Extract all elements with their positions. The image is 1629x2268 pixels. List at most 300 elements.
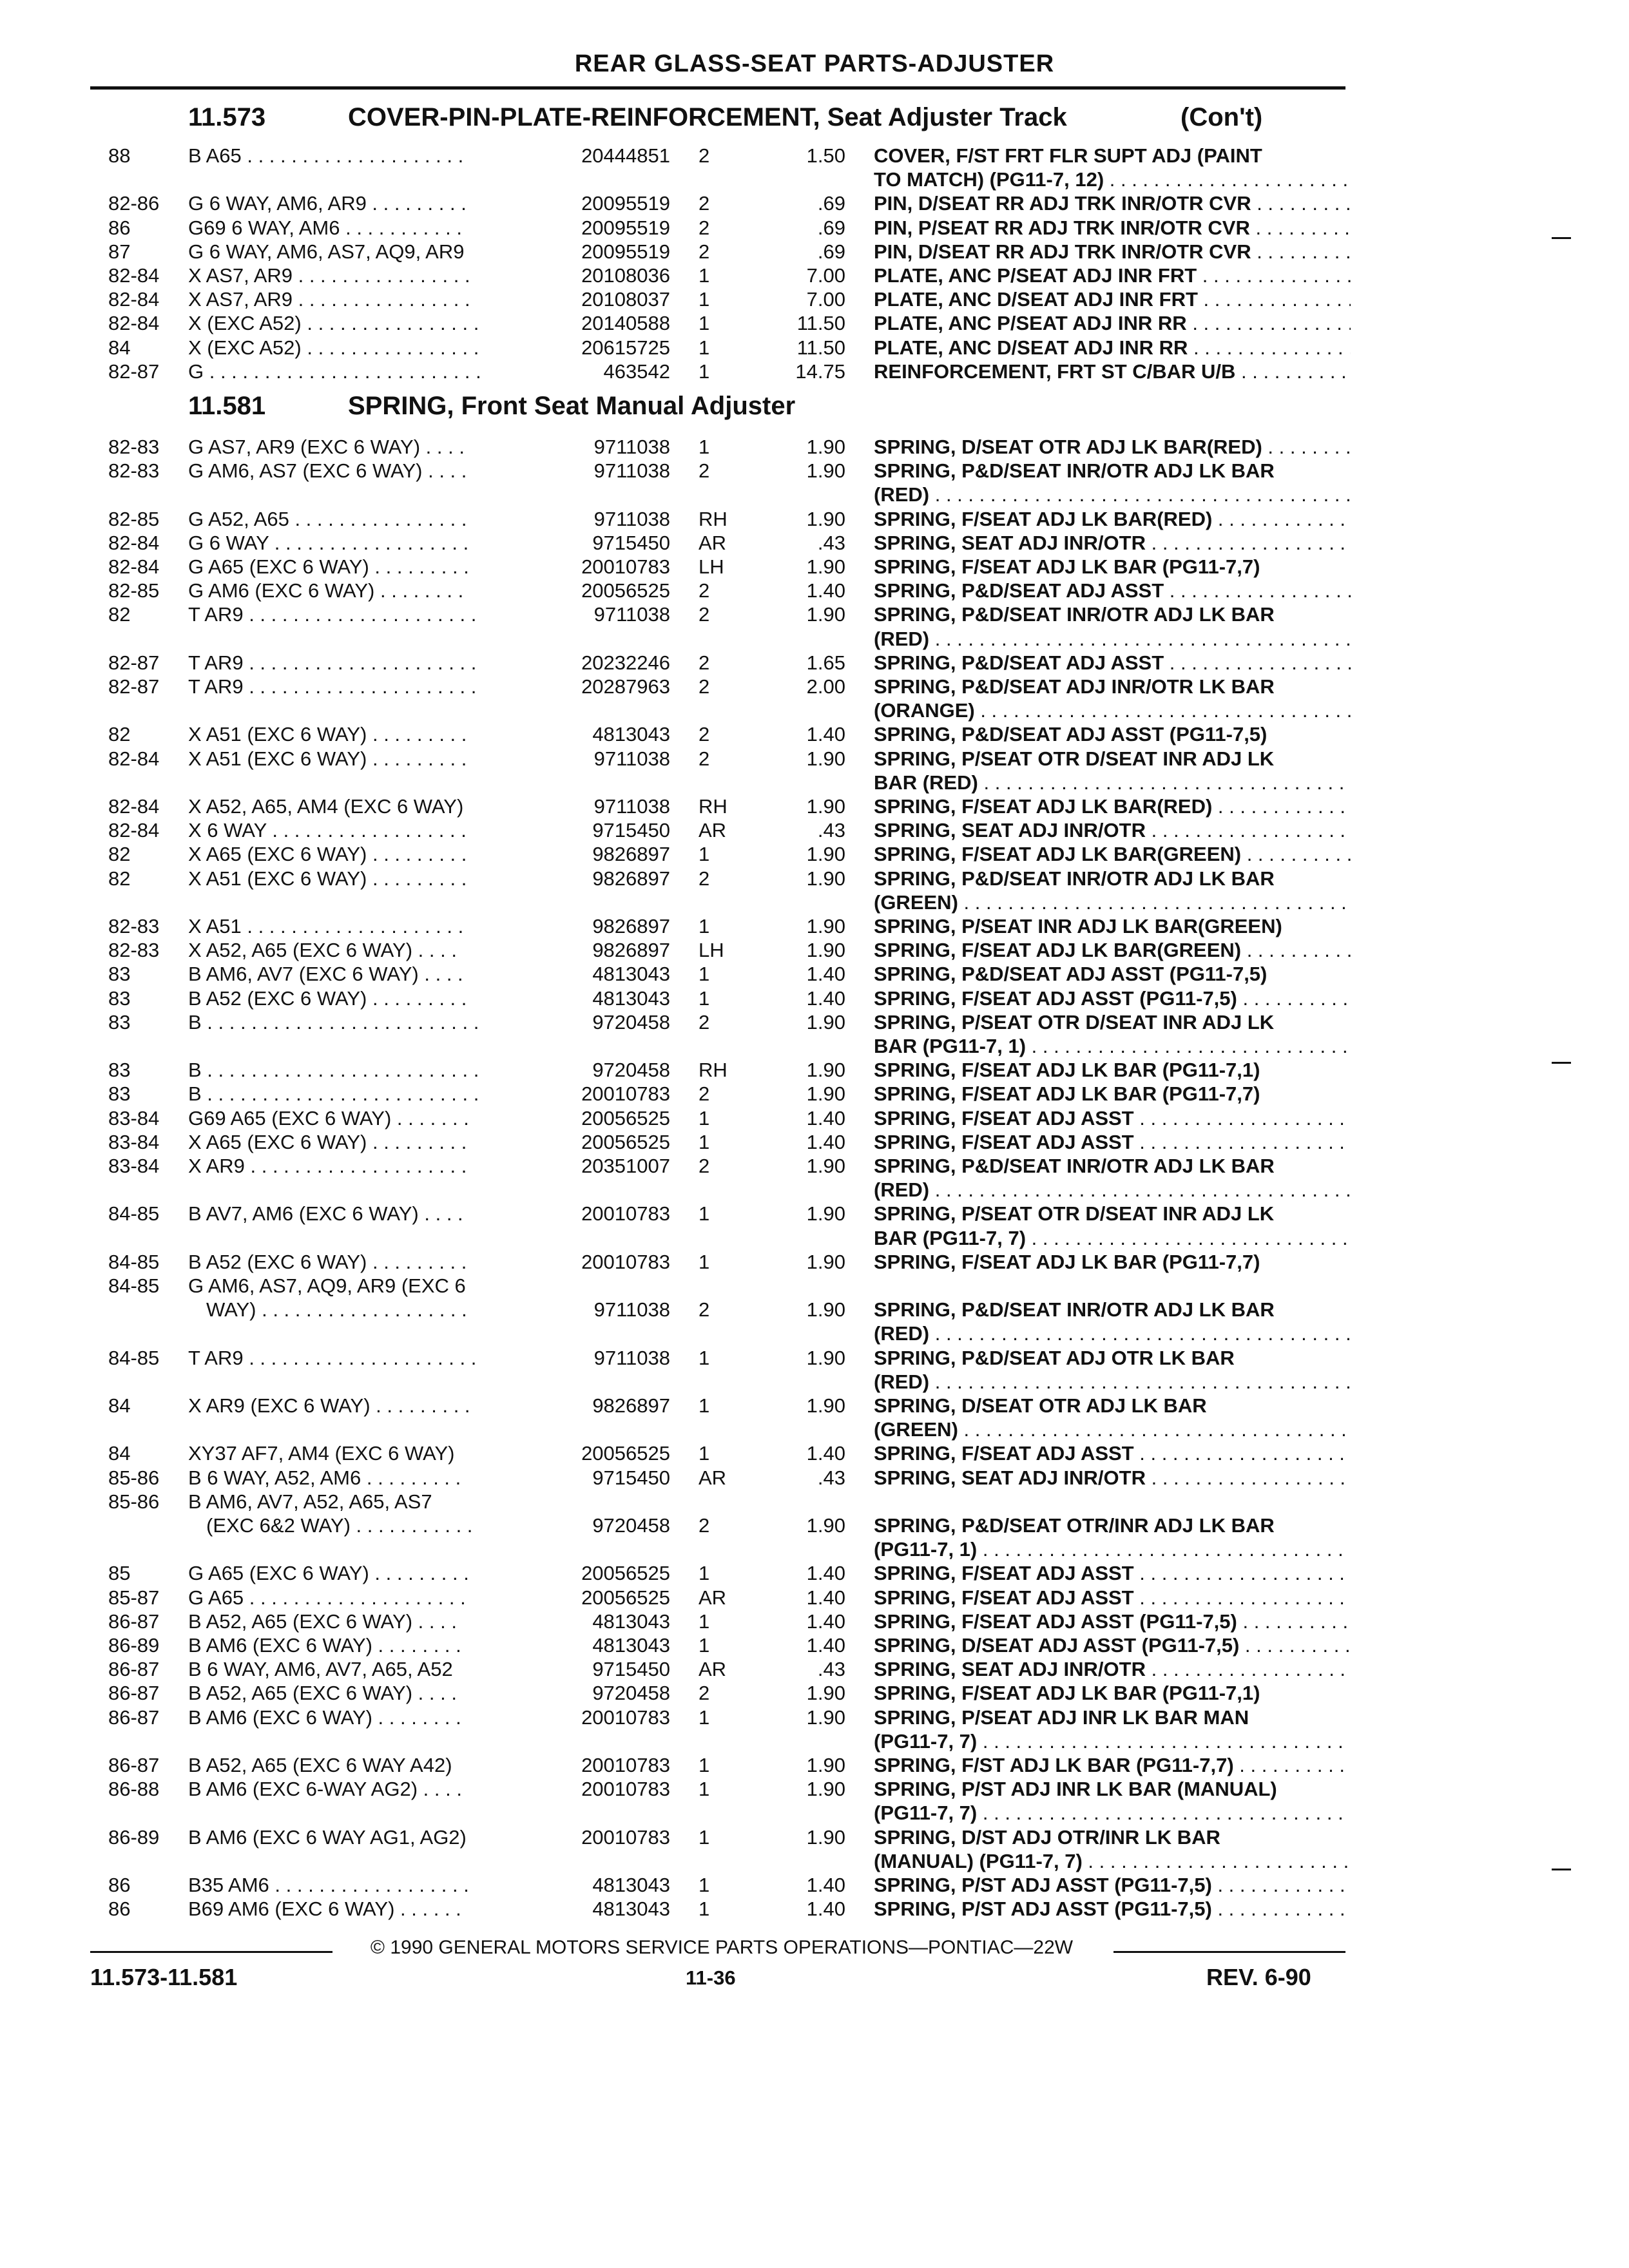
table-row xyxy=(0,963,1629,986)
quantity: AR xyxy=(699,1466,727,1489)
part-number: 9711038 xyxy=(593,508,670,530)
table-row xyxy=(0,1682,1629,1705)
year-range: 85-86 xyxy=(108,1490,160,1513)
description: SPRING, SEAT ADJ INR/OTR . . . xyxy=(874,819,1351,842)
quantity: 2 xyxy=(699,144,710,167)
table-row xyxy=(0,360,1629,383)
table-row xyxy=(0,144,1629,168)
table-row xyxy=(0,1562,1629,1585)
description: SPRING, F/SEAT ADJ LK BAR (PG11-7,1) xyxy=(874,1682,1260,1704)
year-range: 82-83 xyxy=(108,436,160,458)
table-row xyxy=(0,192,1629,215)
table-row xyxy=(0,436,1629,459)
application: G 6 WAY . . . . . . . . . . . . . . . . . . xyxy=(188,532,469,554)
price: 1.90 xyxy=(806,1778,845,1800)
quantity: 2 xyxy=(699,459,710,482)
part-number: 9826897 xyxy=(592,939,670,961)
table-row xyxy=(0,1706,1629,1729)
price: 1.90 xyxy=(806,1754,845,1776)
table-row xyxy=(0,1610,1629,1633)
description: SPRING, F/SEAT ADJ LK BAR(RED) . . . xyxy=(874,508,1351,531)
application: B . . . . . . . . . . . . . . . . . . . . . . . . . xyxy=(188,1011,479,1033)
part-number: 20095519 xyxy=(581,240,670,263)
quantity: 1 xyxy=(699,1634,710,1657)
table-row xyxy=(0,1011,1629,1034)
part-number: 9711038 xyxy=(593,795,670,818)
table-row xyxy=(0,1227,1629,1250)
table-row xyxy=(0,628,1629,651)
quantity: 1 xyxy=(699,1706,710,1729)
description: SPRING, P&D/SEAT ADJ ASST . . . xyxy=(874,579,1351,602)
application: X A51 (EXC 6 WAY) . . . . . . . . . xyxy=(188,723,467,745)
application: G . . . . . . . . . . . . . . . . . . . . . . . . . xyxy=(188,360,481,383)
description: SPRING, P&D/SEAT ADJ INR/OTR LK BAR xyxy=(874,675,1275,698)
application: X AR9 (EXC 6 WAY) . . . . . . . . . xyxy=(188,1394,470,1417)
application: B AM6 (EXC 6-WAY AG2) . . . . xyxy=(188,1778,462,1800)
description: PLATE, ANC D/SEAT ADJ INR RR . . . xyxy=(874,336,1351,360)
description: (RED) . . . xyxy=(874,483,1351,506)
quantity: AR xyxy=(699,1586,727,1609)
table-row xyxy=(0,1059,1629,1082)
part-number: 20056525 xyxy=(581,1131,670,1153)
year-range: 85-86 xyxy=(108,1466,160,1489)
part-number: 9715450 xyxy=(592,532,670,554)
quantity: 1 xyxy=(699,436,710,458)
title-rule xyxy=(90,86,1345,90)
price: 1.90 xyxy=(806,1155,845,1177)
description: SPRING, F/SEAT ADJ LK BAR(GREEN) . . . xyxy=(874,843,1351,866)
year-range: 84 xyxy=(108,1442,131,1465)
year-range: 88 xyxy=(108,144,131,167)
price: 1.90 xyxy=(806,508,845,530)
footer-revision: REV. 6-90 xyxy=(1206,1964,1311,1990)
part-number: 9711038 xyxy=(593,603,670,626)
quantity: 2 xyxy=(699,1298,710,1321)
year-range: 86 xyxy=(108,216,131,239)
quantity: 1 xyxy=(699,987,710,1010)
section-title: COVER-PIN-PLATE-REINFORCEMENT, Seat Adjuster Track xyxy=(348,103,1067,131)
description: SPRING, P/ST ADJ ASST (PG11-7,5) . . . xyxy=(874,1874,1351,1897)
quantity: 1 xyxy=(699,1826,710,1849)
table-row xyxy=(0,555,1629,579)
description: SPRING, F/SEAT ADJ LK BAR (PG11-7,1) xyxy=(874,1059,1260,1081)
quantity: 2 xyxy=(699,1082,710,1105)
description: (RED) . . . xyxy=(874,1370,1351,1394)
table-row xyxy=(0,1347,1629,1370)
price: 1.90 xyxy=(806,1059,845,1081)
quantity: 1 xyxy=(699,1202,710,1225)
quantity: 1 xyxy=(699,1778,710,1800)
description: SPRING, D/SEAT OTR ADJ LK BAR(RED) . . . xyxy=(874,436,1351,459)
year-range: 84-85 xyxy=(108,1274,160,1297)
part-number: 20108037 xyxy=(581,288,670,311)
table-row xyxy=(0,312,1629,335)
part-number: 9826897 xyxy=(592,1394,670,1417)
table-row xyxy=(0,1251,1629,1274)
table-row xyxy=(0,264,1629,287)
description: SPRING, P/ST ADJ INR LK BAR (MANUAL) xyxy=(874,1778,1277,1800)
description: SPRING, P/ST ADJ ASST (PG11-7,5) . . . xyxy=(874,1898,1351,1921)
table-row xyxy=(0,579,1629,602)
quantity: 1 xyxy=(699,1874,710,1896)
description: SPRING, P&D/SEAT INR/OTR ADJ LK BAR xyxy=(874,603,1275,626)
application: B A52 (EXC 6 WAY) . . . . . . . . . xyxy=(188,987,467,1010)
footer-section-range: 11.573-11.581 xyxy=(90,1964,238,1990)
footer-copyright: © 1990 GENERAL MOTORS SERVICE PARTS OPERATIONS—PONTIAC—22W xyxy=(370,1937,1074,1958)
table-row xyxy=(0,1778,1629,1801)
description: BAR (PG11-7, 1) . . . xyxy=(874,1035,1351,1058)
application: X (EXC A52) . . . . . . . . . . . . . . . . xyxy=(188,312,479,334)
year-range: 83-84 xyxy=(108,1155,160,1177)
part-number: 20444851 xyxy=(581,144,670,167)
application: G69 A65 (EXC 6 WAY) . . . . . . . xyxy=(188,1107,469,1129)
description: SPRING, SEAT ADJ INR/OTR . . . xyxy=(874,1658,1351,1681)
year-range: 84 xyxy=(108,1394,131,1417)
quantity: 1 xyxy=(699,360,710,383)
application: B AV7, AM6 (EXC 6 WAY) . . . . xyxy=(188,1202,463,1225)
margin-mark xyxy=(1552,1869,1571,1870)
description: SPRING, F/SEAT ADJ LK BAR (PG11-7,7) xyxy=(874,1082,1260,1105)
quantity: 2 xyxy=(699,1682,710,1704)
price: 1.40 xyxy=(806,1131,845,1153)
description: PLATE, ANC D/SEAT ADJ INR FRT . . . xyxy=(874,288,1351,311)
section-continued: (Con't) xyxy=(1181,103,1263,131)
quantity: 2 xyxy=(699,651,710,674)
quantity: RH xyxy=(699,508,728,530)
table-row xyxy=(0,1586,1629,1610)
margin-mark xyxy=(1552,1062,1571,1064)
price: .69 xyxy=(817,216,845,239)
quantity: LH xyxy=(699,939,724,961)
part-number: 20056525 xyxy=(581,579,670,602)
quantity: AR xyxy=(699,1658,727,1680)
price: 1.90 xyxy=(806,1011,845,1033)
price: .43 xyxy=(817,532,845,554)
application: X 6 WAY . . . . . . . . . . . . . . . . . . xyxy=(188,819,467,841)
part-number: 20056525 xyxy=(581,1107,670,1129)
application: B A52, A65 (EXC 6 WAY) . . . . xyxy=(188,1682,457,1704)
quantity: 1 xyxy=(699,1610,710,1633)
part-number: 20287963 xyxy=(581,675,670,698)
year-range: 86 xyxy=(108,1874,131,1896)
price: 1.40 xyxy=(806,1874,845,1896)
description: SPRING, P&D/SEAT INR/OTR ADJ LK BAR xyxy=(874,867,1275,890)
application: B 6 WAY, A52, AM6 . . . . . . . . . xyxy=(188,1466,461,1489)
description: SPRING, F/SEAT ADJ ASST . . . xyxy=(874,1107,1351,1130)
description: PLATE, ANC P/SEAT ADJ INR RR . . . xyxy=(874,312,1351,335)
table-row xyxy=(0,1442,1629,1465)
table-row xyxy=(0,1490,1629,1514)
application: G 6 WAY, AM6, AR9 . . . . . . . . . xyxy=(188,192,467,215)
table-row xyxy=(0,843,1629,866)
description: SPRING, F/SEAT ADJ LK BAR (PG11-7,7) xyxy=(874,555,1260,578)
part-number: 9720458 xyxy=(592,1514,670,1537)
quantity: 2 xyxy=(699,1011,710,1033)
table-row xyxy=(0,651,1629,675)
price: 1.40 xyxy=(806,1898,845,1920)
part-number: 20010783 xyxy=(581,1202,670,1225)
table-row xyxy=(0,1466,1629,1490)
part-number: 9711038 xyxy=(593,436,670,458)
part-number: 20010783 xyxy=(581,1826,670,1849)
price: 1.90 xyxy=(806,915,845,937)
year-range: 86-87 xyxy=(108,1682,160,1704)
year-range: 85 xyxy=(108,1562,131,1584)
table-row xyxy=(0,1131,1629,1154)
table-row xyxy=(0,1394,1629,1418)
year-range: 82 xyxy=(108,867,131,890)
description: SPRING, P/SEAT INR ADJ LK BAR(GREEN) xyxy=(874,915,1282,937)
quantity: 1 xyxy=(699,312,710,334)
price: 1.90 xyxy=(806,1298,845,1321)
price: 1.90 xyxy=(806,1202,845,1225)
part-number: 9711038 xyxy=(593,459,670,482)
quantity: 2 xyxy=(699,192,710,215)
description: SPRING, F/SEAT ADJ ASST (PG11-7,5) . . . xyxy=(874,1610,1351,1633)
price: 1.40 xyxy=(806,579,845,602)
footer-rule-left xyxy=(90,1951,333,1953)
year-range: 85-87 xyxy=(108,1586,160,1609)
part-number: 9711038 xyxy=(593,747,670,770)
part-number: 20615725 xyxy=(581,336,670,359)
application: G A65 (EXC 6 WAY) . . . . . . . . . xyxy=(188,1562,469,1584)
table-row xyxy=(0,1178,1629,1202)
application: T AR9 . . . . . . . . . . . . . . . . . . . . . xyxy=(188,675,477,698)
description: BAR (PG11-7, 7) . . . xyxy=(874,1227,1351,1250)
application: XY37 AF7, AM4 (EXC 6 WAY) xyxy=(188,1442,455,1465)
description: REINFORCEMENT, FRT ST C/BAR U/B . . . xyxy=(874,360,1351,383)
table-row xyxy=(0,336,1629,360)
year-range: 83 xyxy=(108,1059,131,1081)
part-number: 4813043 xyxy=(592,987,670,1010)
part-number: 9711038 xyxy=(593,1347,670,1369)
quantity: LH xyxy=(699,555,724,578)
price: 1.40 xyxy=(806,987,845,1010)
description: SPRING, F/SEAT ADJ ASST . . . xyxy=(874,1442,1351,1465)
description: SPRING, F/SEAT ADJ ASST . . . xyxy=(874,1562,1351,1585)
description: (MANUAL) (PG11-7, 7) . . . xyxy=(874,1850,1351,1873)
description: (PG11-7, 7) . . . xyxy=(874,1802,1351,1825)
table-row xyxy=(0,771,1629,794)
description: SPRING, F/SEAT ADJ ASST . . . xyxy=(874,1131,1351,1154)
year-range: 82-86 xyxy=(108,192,160,215)
price: 1.90 xyxy=(806,459,845,482)
price: 1.90 xyxy=(806,1251,845,1273)
description: SPRING, F/SEAT ADJ LK BAR(RED) . . . xyxy=(874,795,1351,818)
table-row xyxy=(0,1826,1629,1849)
price: 1.90 xyxy=(806,747,845,770)
quantity: 2 xyxy=(699,723,710,745)
price: 1.90 xyxy=(806,1706,845,1729)
quantity: 2 xyxy=(699,603,710,626)
part-number: 20010783 xyxy=(581,1082,670,1105)
table-row xyxy=(0,1298,1629,1321)
part-number: 20232246 xyxy=(581,651,670,674)
application: G AM6 (EXC 6 WAY) . . . . . . . . xyxy=(188,579,464,602)
price: .43 xyxy=(817,1466,845,1489)
quantity: 1 xyxy=(699,1107,710,1129)
table-row xyxy=(0,1730,1629,1753)
footer-rule-right xyxy=(1113,1951,1345,1953)
price: 1.40 xyxy=(806,1107,845,1129)
part-number: 20095519 xyxy=(581,192,670,215)
table-row xyxy=(0,1850,1629,1873)
table-row xyxy=(0,1658,1629,1681)
description: SPRING, F/SEAT ADJ ASST (PG11-7,5) . . . xyxy=(874,987,1351,1010)
year-range: 83-84 xyxy=(108,1131,160,1153)
part-number: 4813043 xyxy=(592,1634,670,1657)
application: G A65 . . . . . . . . . . . . . . . . . . . . xyxy=(188,1586,466,1609)
table-row xyxy=(0,987,1629,1010)
part-number: 20095519 xyxy=(581,216,670,239)
description: SPRING, P/SEAT OTR D/SEAT INR ADJ LK xyxy=(874,1202,1275,1225)
price: 1.40 xyxy=(806,1442,845,1465)
application: B . . . . . . . . . . . . . . . . . . . . . . . . . xyxy=(188,1059,479,1081)
table-row xyxy=(0,795,1629,818)
description: SPRING, P/SEAT OTR D/SEAT INR ADJ LK xyxy=(874,1011,1275,1033)
year-range: 84 xyxy=(108,336,131,359)
year-range: 83 xyxy=(108,1082,131,1105)
year-range: 86-87 xyxy=(108,1754,160,1776)
price: 1.40 xyxy=(806,1610,845,1633)
year-range: 82-84 xyxy=(108,747,160,770)
price: 11.50 xyxy=(796,312,845,334)
year-range: 82-84 xyxy=(108,264,160,287)
description: SPRING, P/SEAT OTR D/SEAT INR ADJ LK xyxy=(874,747,1275,770)
application: B A52, A65 (EXC 6 WAY A42) xyxy=(188,1754,452,1776)
application: G69 6 WAY, AM6 . . . . . . . . . . . xyxy=(188,216,462,239)
description: PLATE, ANC P/SEAT ADJ INR FRT . . . xyxy=(874,264,1351,287)
part-number: 20108036 xyxy=(581,264,670,287)
description: SPRING, F/ST ADJ LK BAR (PG11-7,7) . . . xyxy=(874,1754,1351,1777)
quantity: 1 xyxy=(699,1442,710,1465)
application: B AM6, AV7, A52, A65, AS7 xyxy=(188,1490,432,1513)
part-number: 9715450 xyxy=(592,819,670,841)
quantity: 1 xyxy=(699,1562,710,1584)
description: SPRING, P&D/SEAT ADJ ASST . . . xyxy=(874,651,1351,675)
description: SPRING, F/SEAT ADJ LK BAR (PG11-7,7) xyxy=(874,1251,1260,1273)
application: G A52, A65 . . . . . . . . . . . . . . . . xyxy=(188,508,467,530)
table-row xyxy=(0,1874,1629,1897)
year-range: 82 xyxy=(108,843,131,865)
year-range: 86-88 xyxy=(108,1778,160,1800)
price: 1.90 xyxy=(806,555,845,578)
description: SPRING, D/SEAT OTR ADJ LK BAR xyxy=(874,1394,1207,1417)
year-range: 84-85 xyxy=(108,1347,160,1369)
part-number: 4813043 xyxy=(592,963,670,985)
year-range: 82-87 xyxy=(108,360,160,383)
year-range: 82-85 xyxy=(108,508,160,530)
price: .43 xyxy=(817,819,845,841)
table-row xyxy=(0,1274,1629,1298)
part-number: 20010783 xyxy=(581,1754,670,1776)
price: .69 xyxy=(817,192,845,215)
quantity: 2 xyxy=(699,579,710,602)
quantity: AR xyxy=(699,532,727,554)
quantity: AR xyxy=(699,819,727,841)
description: SPRING, P&D/SEAT INR/OTR ADJ LK BAR xyxy=(874,1298,1275,1321)
application: X A51 . . . . . . . . . . . . . . . . . . . . xyxy=(188,915,464,937)
quantity: 1 xyxy=(699,336,710,359)
quantity: 1 xyxy=(699,264,710,287)
description: SPRING, F/SEAT ADJ ASST . . . xyxy=(874,1586,1351,1610)
price: 14.75 xyxy=(795,360,845,383)
description: TO MATCH) (PG11-7, 12) . . . xyxy=(874,168,1351,191)
application: B AM6, AV7 (EXC 6 WAY) . . . . xyxy=(188,963,463,985)
price: 1.90 xyxy=(806,1514,845,1537)
part-number: 4813043 xyxy=(592,1874,670,1896)
part-number: 9715450 xyxy=(592,1658,670,1680)
table-row xyxy=(0,939,1629,962)
quantity: 2 xyxy=(699,675,710,698)
price: 1.90 xyxy=(806,939,845,961)
application: B . . . . . . . . . . . . . . . . . . . . . . . . . xyxy=(188,1082,479,1105)
table-row xyxy=(0,483,1629,506)
table-row xyxy=(0,699,1629,722)
year-range: 86-89 xyxy=(108,1826,160,1849)
page-title: REAR GLASS-SEAT PARTS-ADJUSTER xyxy=(574,50,1055,77)
price: 1.90 xyxy=(806,436,845,458)
description: (ORANGE) . . . xyxy=(874,699,1351,722)
part-number: 20010783 xyxy=(581,1706,670,1729)
description: (PG11-7, 1) . . . xyxy=(874,1538,1351,1561)
application: X A51 (EXC 6 WAY) . . . . . . . . . xyxy=(188,867,467,890)
year-range: 82-83 xyxy=(108,939,160,961)
year-range: 82 xyxy=(108,603,131,626)
year-range: 86-87 xyxy=(108,1706,160,1729)
table-row xyxy=(0,1898,1629,1921)
quantity: 1 xyxy=(699,1898,710,1920)
table-row xyxy=(0,747,1629,771)
description: SPRING, F/SEAT ADJ LK BAR(GREEN) . . . xyxy=(874,939,1351,962)
table-row xyxy=(0,1322,1629,1345)
application: G AM6, AS7 (EXC 6 WAY) . . . . xyxy=(188,459,467,482)
table-row xyxy=(0,867,1629,890)
quantity: 1 xyxy=(699,1754,710,1776)
footer-page-number: 11-36 xyxy=(686,1966,736,1989)
description: SPRING, SEAT ADJ INR/OTR . . . xyxy=(874,532,1351,555)
application: B AM6 (EXC 6 WAY AG1, AG2) xyxy=(188,1826,467,1849)
year-range: 84-85 xyxy=(108,1251,160,1273)
quantity: 1 xyxy=(699,1251,710,1273)
year-range: 86-87 xyxy=(108,1658,160,1680)
section-number: 11.573 xyxy=(188,103,266,131)
application: B AM6 (EXC 6 WAY) . . . . . . . . xyxy=(188,1706,461,1729)
application: B A52, A65 (EXC 6 WAY) . . . . xyxy=(188,1610,457,1633)
table-row xyxy=(0,819,1629,842)
table-row xyxy=(0,532,1629,555)
table-row xyxy=(0,1370,1629,1394)
application: X A52, A65 (EXC 6 WAY) . . . . xyxy=(188,939,457,961)
description: SPRING, P&D/SEAT OTR/INR ADJ LK BAR xyxy=(874,1514,1275,1537)
part-number: 9720458 xyxy=(592,1011,670,1033)
price: 1.90 xyxy=(806,603,845,626)
application: X A65 (EXC 6 WAY) . . . . . . . . . xyxy=(188,1131,467,1153)
quantity: 1 xyxy=(699,843,710,865)
part-number: 4813043 xyxy=(592,1610,670,1633)
quantity: RH xyxy=(699,1059,728,1081)
year-range: 82-84 xyxy=(108,312,160,334)
application: X (EXC A52) . . . . . . . . . . . . . . . . xyxy=(188,336,479,359)
table-row xyxy=(0,891,1629,914)
application: B A65 . . . . . . . . . . . . . . . . . . . . xyxy=(188,144,464,167)
description: SPRING, P&D/SEAT ADJ ASST (PG11-7,5) xyxy=(874,963,1268,985)
price: 1.40 xyxy=(806,1634,845,1657)
application: B AM6 (EXC 6 WAY) . . . . . . . . xyxy=(188,1634,461,1657)
application: B 6 WAY, AM6, AV7, A65, A52 xyxy=(188,1658,453,1680)
section-number: 11.581 xyxy=(188,392,266,420)
year-range: 82 xyxy=(108,723,131,745)
